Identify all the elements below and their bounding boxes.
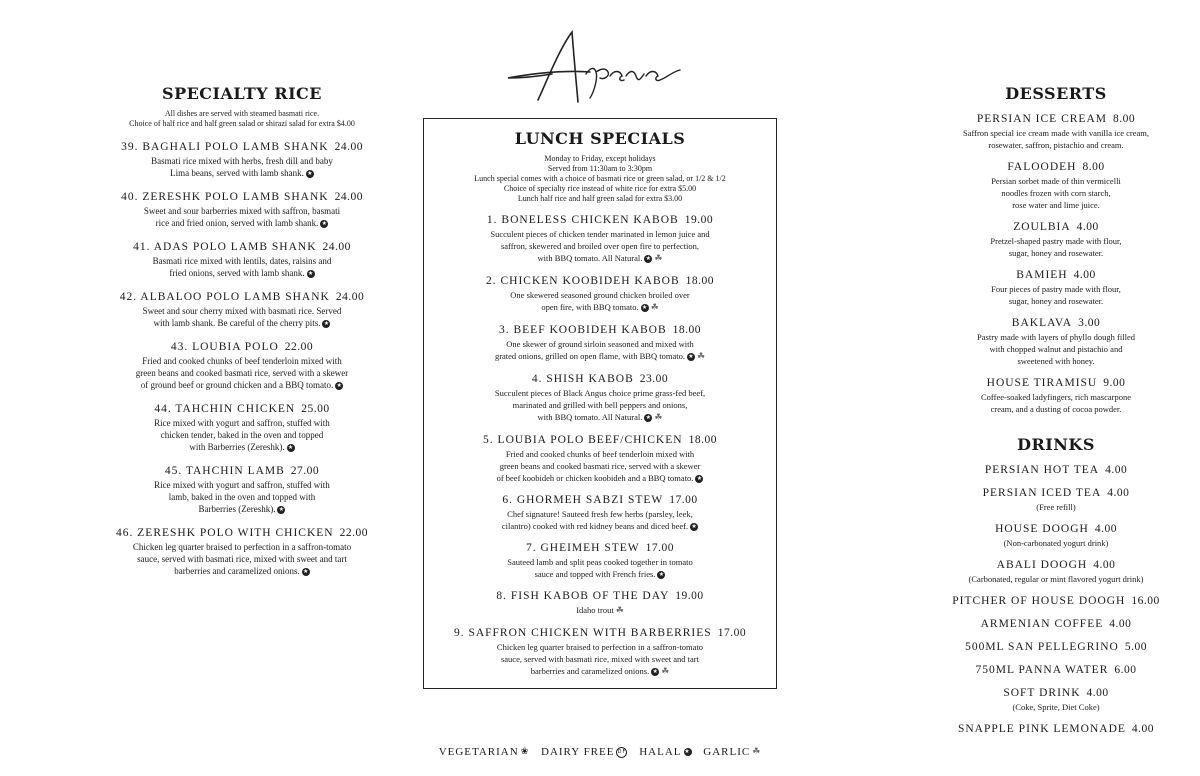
menu-item-description	[424, 508, 776, 532]
item-price: 8.00	[1112, 113, 1136, 125]
ayvana-logo	[500, 18, 700, 110]
specialty-rice-section	[30, 84, 454, 577]
item-price: 4.00	[1094, 523, 1117, 535]
specialty-rice-line: Choice of half rice and half green salad or shirazi salad for extra $4.00	[129, 119, 355, 128]
menu-item	[924, 722, 1188, 736]
item-title: SNAPPLE PINK LEMONADE	[957, 723, 1126, 735]
garlic-icon: ☘	[752, 747, 762, 758]
item-price: 9.00	[1103, 377, 1126, 389]
menu-item	[30, 464, 454, 515]
item-price: 24.00	[322, 241, 351, 253]
menu-item-name	[424, 274, 776, 288]
menu-item-name	[424, 493, 776, 507]
description-line: Succulent pieces of chicken tender marinated in lemon juice and	[490, 229, 710, 239]
halal-icon: ★	[287, 443, 294, 451]
item-title: PERSIAN ICE CREAM	[976, 113, 1107, 125]
description-line: of ground beef or ground chicken and a BBQ tomato. ★	[140, 380, 342, 390]
menu-item	[30, 190, 454, 229]
menu-item	[30, 526, 454, 577]
item-title: ARMENIAN COFFEE	[980, 618, 1104, 630]
item-title: 6. GHORMEH SABZI STEW	[502, 494, 664, 507]
description-line: (Free refill)	[1036, 502, 1076, 512]
menu-item-description	[30, 155, 454, 179]
item-title: 39. BAGHALI POLO LAMB SHANK	[121, 141, 329, 153]
lunch-specials-line: Choice of specialty rice instead of white rice for extra $5.00	[503, 184, 697, 193]
item-title: 4. SHISH KABOB	[531, 373, 634, 386]
description-line: open fire, with BBQ tomato. ★ ☘	[541, 302, 659, 314]
description-line: Rice mixed with yogurt and saffron, stuffed with	[154, 418, 330, 428]
item-title: SOFT DRINK	[1003, 687, 1081, 699]
menu-item	[424, 372, 776, 424]
description-line: sugar, honey and rosewater.	[1008, 248, 1104, 258]
menu-item	[924, 663, 1188, 677]
description-line: Basmati rice mixed with lentils, dates, raisins and	[152, 256, 332, 266]
item-title: 43. LOUBIA POLO	[170, 341, 279, 353]
description-line: with BBQ tomato. All Natural. ★ ☘	[537, 253, 663, 265]
menu-item-name	[30, 290, 454, 304]
item-title: ABALI DOOGH	[996, 559, 1088, 571]
item-title: 46. ZERESHK POLO WITH CHICKEN	[116, 527, 334, 539]
menu-item	[924, 316, 1188, 367]
menu-item-name	[30, 190, 454, 204]
dietary-legend	[0, 746, 1200, 758]
menu-item-description	[424, 338, 776, 363]
description-line: rice and fried onion, served with lamb shank. ★	[155, 218, 328, 228]
description-line: sauce, served with basmati rice, mixed with sweet and tart	[500, 654, 700, 665]
menu-item	[924, 617, 1188, 631]
item-price: 24.00	[335, 291, 365, 303]
item-price: 25.00	[301, 403, 330, 415]
garlic-icon: ☘	[615, 606, 624, 617]
item-price: 18.00	[672, 324, 702, 337]
description-line: with lamb shank. Be careful of the cherry pits. ★	[153, 318, 330, 328]
menu-item	[424, 433, 776, 484]
leaf-icon: ❀	[520, 747, 530, 758]
menu-item-name	[924, 617, 1188, 631]
menu-item-name	[424, 372, 776, 386]
lunch-specials-title: LUNCH SPECIALS	[514, 129, 686, 148]
menu-item	[424, 493, 776, 532]
item-title: 41. ADAS POLO LAMB SHANK	[133, 241, 317, 253]
item-price: 17.00	[717, 627, 747, 640]
description-line: grated onions, grilled on open flame, with BBQ tomato. ★ ☘	[494, 351, 706, 363]
legend-halal: HALAL ★	[639, 746, 691, 758]
description-line: Pastry made with layers of phyllo dough filled	[977, 332, 1135, 342]
menu-item-description	[924, 127, 1188, 151]
item-price: 4.00	[1086, 687, 1109, 699]
halal-icon: ★	[336, 381, 342, 389]
menu-item	[924, 160, 1188, 211]
item-title: 45. TAHCHIN LAMB	[164, 465, 285, 477]
menu-item-name	[424, 589, 776, 603]
item-price: 8.00	[1082, 161, 1105, 173]
menu-item-name	[424, 433, 776, 447]
menu-item-description	[924, 501, 1188, 513]
item-title: 42. ALBALOO POLO LAMB SHANK	[119, 291, 330, 303]
menu-item-name	[30, 464, 454, 478]
item-title: 750ML PANNA WATER	[975, 664, 1109, 676]
item-title: 7. GHEIMEH STEW	[525, 542, 640, 555]
menu-item-description	[924, 283, 1188, 307]
garlic-icon: ☘	[650, 303, 659, 314]
item-price: 16.00	[1131, 595, 1160, 607]
menu-item-description	[424, 448, 776, 484]
description-line: Sauteed lamb and split peas cooked together in tomato	[507, 557, 693, 568]
item-price: 22.00	[339, 527, 368, 539]
menu-item-description	[424, 387, 776, 424]
menu-item-name	[924, 376, 1188, 390]
menu-item-name	[924, 686, 1188, 700]
description-line: with chopped walnut and pistachio and	[989, 344, 1123, 354]
menu-item-description	[924, 235, 1188, 259]
menu-item-name	[424, 213, 776, 227]
lunch-specials-line: Served from 11:30am to 3:30pm	[547, 164, 653, 173]
garlic-icon: ☘	[654, 413, 663, 424]
item-title: PERSIAN ICED TEA	[982, 487, 1102, 499]
menu-item-name	[30, 340, 454, 354]
description-line: Lima beans, served with lamb shank. ★	[170, 168, 313, 178]
menu-item-description	[30, 205, 454, 229]
menu-item-description	[30, 355, 454, 391]
description-line: fried onions, served with lamb shank. ★	[169, 268, 314, 278]
lunch-specials-note	[424, 154, 776, 204]
menu-item-name	[30, 140, 454, 154]
legend-vegetarian: VEGETARIAN ❀	[438, 746, 530, 758]
item-price: 18.00	[685, 275, 715, 288]
menu-item-name	[924, 463, 1188, 477]
description-line: rose water and lime juice.	[1012, 200, 1100, 210]
menu-item-description	[424, 556, 776, 580]
item-title: PERSIAN HOT TEA	[984, 464, 1100, 476]
description-line: with Barberries (Zereshk). ★	[189, 442, 294, 452]
item-title: FALOODEH	[1007, 161, 1077, 173]
menu-item	[424, 213, 776, 265]
item-title: PITCHER OF HOUSE DOOGH	[952, 595, 1126, 607]
item-price: 6.00	[1114, 664, 1137, 676]
menu-item-description	[30, 255, 454, 279]
description-line: noodles frozen with corn starch,	[1001, 188, 1111, 198]
menu-item-description	[924, 331, 1188, 367]
description-line: Succulent pieces of Black Angus choice prime grass-fed beef,	[494, 388, 706, 399]
item-price: 19.00	[684, 214, 714, 226]
description-line: Four pieces of pastry made with flour,	[991, 284, 1121, 294]
halal-icon: ★	[652, 668, 658, 676]
menu-item-description	[30, 417, 454, 453]
specialty-rice-note	[30, 109, 454, 129]
item-price: 27.00	[290, 465, 320, 477]
menu-item-name	[924, 220, 1188, 234]
legend-garlic: GARLIC ☘	[703, 746, 762, 758]
description-line: Chicken leg quarter braised to perfection in a saffron-tomato	[132, 542, 352, 552]
description-line: Chicken leg quarter braised to perfection in a saffron-tomato	[496, 642, 704, 653]
halal-icon: ★	[691, 523, 697, 531]
halal-icon: ★	[645, 414, 652, 422]
specialty-rice-title: SPECIALTY RICE	[162, 84, 322, 103]
item-price: 23.00	[639, 373, 669, 386]
description-line: Idaho trout ☘	[576, 605, 624, 617]
halal-icon: ★	[307, 169, 313, 177]
menu-item	[30, 402, 454, 453]
description-line: marinated and grilled with bell peppers and onions,	[512, 400, 688, 411]
menu-item-description	[924, 391, 1188, 415]
item-price: 18.00	[688, 434, 717, 447]
menu-item-name	[924, 522, 1188, 536]
menu-item	[924, 268, 1188, 307]
menu-item-name	[924, 558, 1188, 572]
description-line: chicken tender, baked in the oven and topped	[160, 430, 324, 440]
description-line: sweetened with honey.	[1017, 356, 1095, 366]
description-line: Persian sorbet made of thin vermicelli	[991, 176, 1121, 186]
item-price: 24.00	[334, 141, 363, 153]
menu-item-name	[424, 626, 776, 640]
menu-item	[424, 323, 776, 363]
description-line: barberries and caramelized onions. ★	[174, 566, 309, 576]
menu-item	[30, 290, 454, 329]
menu-item	[424, 626, 776, 678]
item-price: 19.00	[675, 590, 704, 603]
menu-item-description	[30, 305, 454, 329]
menu-item	[30, 340, 454, 391]
item-price: 4.00	[1093, 559, 1116, 571]
description-line: green beans and cooked basmati rice, served with a skewer	[499, 461, 701, 472]
item-title: BAKLAVA	[1011, 317, 1073, 329]
description-line: lamb, baked in the oven and topped with	[168, 492, 316, 502]
menu-item-name	[924, 316, 1188, 330]
item-title: 1. BONELESS CHICKEN KABOB	[486, 214, 679, 226]
item-title: 40. ZERESHK POLO LAMB SHANK	[121, 191, 329, 203]
description-line: barberries and caramelized onions. ★ ☘	[530, 666, 670, 678]
lunch-specials-line: Lunch special comes with a choice of basmati rice or green salad, or 1/2 & 1/2	[474, 174, 726, 183]
halal-icon: ★	[323, 319, 330, 327]
menu-item	[924, 686, 1188, 713]
item-title: ZOULBIA	[1013, 221, 1071, 233]
item-price: 4.00	[1076, 221, 1099, 233]
item-price: 22.00	[284, 341, 314, 353]
specialty-rice-line: All dishes are served with steamed basmati rice.	[164, 109, 320, 118]
menu-item-description	[30, 541, 454, 577]
description-line: of beef koobideh or chicken koobideh and a BBQ tomato. ★	[496, 473, 703, 484]
menu-item-description	[424, 641, 776, 678]
description-line: sugar, honey and rosewater.	[1008, 296, 1104, 306]
description-line: sauce, served with basmati rice, mixed with sweet and tart	[137, 554, 347, 564]
description-line: Sweet and sour cherry mixed with basmati rice. Served	[142, 306, 342, 316]
garlic-icon: ☘	[654, 254, 663, 265]
menu-item	[424, 541, 776, 580]
description-line: Pretzel-shaped pastry made with flour,	[990, 236, 1122, 246]
menu-item	[924, 594, 1188, 608]
halal-icon: ★	[688, 353, 694, 361]
item-title: 500ML SAN PELLEGRINO	[965, 641, 1119, 653]
item-price: 3.00	[1078, 317, 1101, 329]
halal-icon: ★	[321, 219, 328, 227]
halal-icon: ★	[641, 304, 648, 312]
lunch-specials-line: Lunch half rice and half green salad for extra $3.00	[517, 194, 683, 203]
menu-item-description	[924, 701, 1188, 713]
item-price: 5.00	[1124, 641, 1147, 653]
menu-item-name	[30, 526, 454, 540]
description-line: Fried and cooked chunks of beef tenderloin mixed with	[505, 449, 695, 460]
description-line: Coffee-soaked ladyfingers, rich mascarpone	[981, 392, 1131, 402]
item-title: BAMIEH	[1016, 269, 1068, 281]
menu-item-name	[924, 640, 1188, 654]
item-title: 5. LOUBIA POLO BEEF/CHICKEN	[483, 434, 683, 447]
menu-item-name	[924, 112, 1188, 126]
garlic-icon: ☘	[696, 352, 706, 363]
description-line: One skewered seasoned ground chicken broiled over	[510, 290, 690, 301]
menu-item-description	[924, 573, 1188, 585]
halal-icon: ★	[303, 567, 309, 575]
menu-item-name	[924, 594, 1188, 608]
description-line: Fried and cooked chunks of beef tenderloin mixed with	[142, 356, 342, 366]
menu-item	[924, 640, 1188, 654]
menu-item-name	[30, 402, 454, 416]
menu-item-description	[424, 289, 776, 314]
garlic-icon: ☘	[661, 667, 670, 678]
description-line: (Coke, Sprite, Diet Coke)	[1012, 702, 1100, 712]
menu-item-name	[924, 160, 1188, 174]
halal-icon: ★	[278, 505, 285, 513]
drinks-title: DRINKS	[1017, 435, 1095, 454]
item-title: HOUSE TIRAMISU	[986, 377, 1098, 389]
menu-item	[924, 220, 1188, 259]
menu-item-name	[424, 323, 776, 337]
desserts-drinks-section	[924, 84, 1188, 736]
menu-item-name	[924, 663, 1188, 677]
halal-icon: ★	[684, 748, 691, 756]
menu-item	[424, 274, 776, 314]
description-line: (Non-carbonated yogurt drink)	[1003, 538, 1109, 548]
menu-item-description	[424, 228, 776, 265]
legend-dairy-free: DAIRY FREE DF	[541, 746, 627, 758]
item-title: HOUSE DOOGH	[995, 523, 1089, 535]
description-line: sauce and topped with French fries. ★	[534, 569, 665, 580]
description-line: cream, and a dusting of cocoa powder.	[990, 404, 1122, 414]
halal-icon: ★	[645, 255, 652, 263]
item-price: 17.00	[645, 542, 675, 555]
menu-item	[424, 589, 776, 617]
item-title: 3. BEEF KOOBIDEH KABOB	[498, 324, 667, 337]
description-line: Basmati rice mixed with herbs, fresh dill and baby	[151, 156, 333, 166]
item-price: 4.00	[1073, 269, 1096, 281]
lunch-specials-line: Monday to Friday, except holidays	[544, 154, 656, 163]
menu-item	[924, 112, 1188, 151]
item-title: 2. CHICKEN KOOBIDEH KABOB	[485, 275, 680, 288]
item-title: 8. FISH KABOB OF THE DAY	[496, 590, 670, 603]
menu-item-description	[924, 537, 1188, 549]
menu-item	[30, 140, 454, 179]
halal-icon: ★	[307, 269, 314, 277]
description-line: cilantro) cooked with red kidney beans and diced beef. ★	[501, 521, 697, 532]
menu-item	[30, 240, 454, 279]
description-line: Barberries (Zereshk). ★	[198, 504, 285, 514]
menu-item-name	[924, 722, 1188, 736]
desserts-title: DESSERTS	[1005, 84, 1107, 103]
item-price: 17.00	[669, 494, 698, 507]
menu-item	[924, 463, 1188, 477]
menu-item	[924, 522, 1188, 549]
item-price: 4.00	[1131, 723, 1155, 735]
menu-item-name	[924, 486, 1188, 500]
halal-icon: ★	[696, 475, 703, 483]
item-title: 44. TAHCHIN CHICKEN	[154, 403, 296, 415]
menu-item-name	[424, 541, 776, 555]
menu-item	[924, 486, 1188, 513]
menu-item-description	[924, 175, 1188, 211]
description-line: Sweet and sour barberries mixed with saffron, basmati	[143, 206, 341, 216]
item-title: 9. SAFFRON CHICKEN WITH BARBERRIES	[453, 627, 712, 640]
item-price: 4.00	[1107, 487, 1130, 499]
description-line: rosewater, saffron, pistachio and cream.	[988, 140, 1124, 150]
menu-item	[924, 376, 1188, 415]
lunch-specials-section	[423, 118, 777, 689]
menu-item-name	[924, 268, 1188, 282]
dairy-free-icon: DF	[616, 747, 627, 758]
menu-item-description	[424, 604, 776, 617]
description-line: Chef signature! Sauteed fresh few herbs (parsley, leek,	[507, 509, 693, 520]
item-price: 4.00	[1109, 618, 1132, 630]
description-line: green beans and cooked basmati rice, served with a skewer	[135, 368, 349, 378]
description-line: Saffron special ice cream made with vanilla ice cream,	[962, 128, 1150, 138]
menu-item-description	[30, 479, 454, 515]
halal-icon: ★	[658, 571, 665, 579]
menu-item-name	[30, 240, 454, 254]
menu-item	[924, 558, 1188, 585]
description-line: (Carbonated, regular or mint flavored yogurt drink)	[968, 574, 1144, 584]
description-line: One skewer of ground sirloin seasoned and mixed with	[506, 339, 694, 350]
description-line: Rice mixed with yogurt and saffron, stuffed with	[154, 480, 330, 490]
item-price: 4.00	[1105, 464, 1128, 476]
description-line: with BBQ tomato. All Natural. ★ ☘	[537, 412, 663, 424]
description-line: saffron, skewered and broiled over open fire to perfection,	[500, 241, 700, 251]
item-price: 24.00	[334, 191, 363, 203]
